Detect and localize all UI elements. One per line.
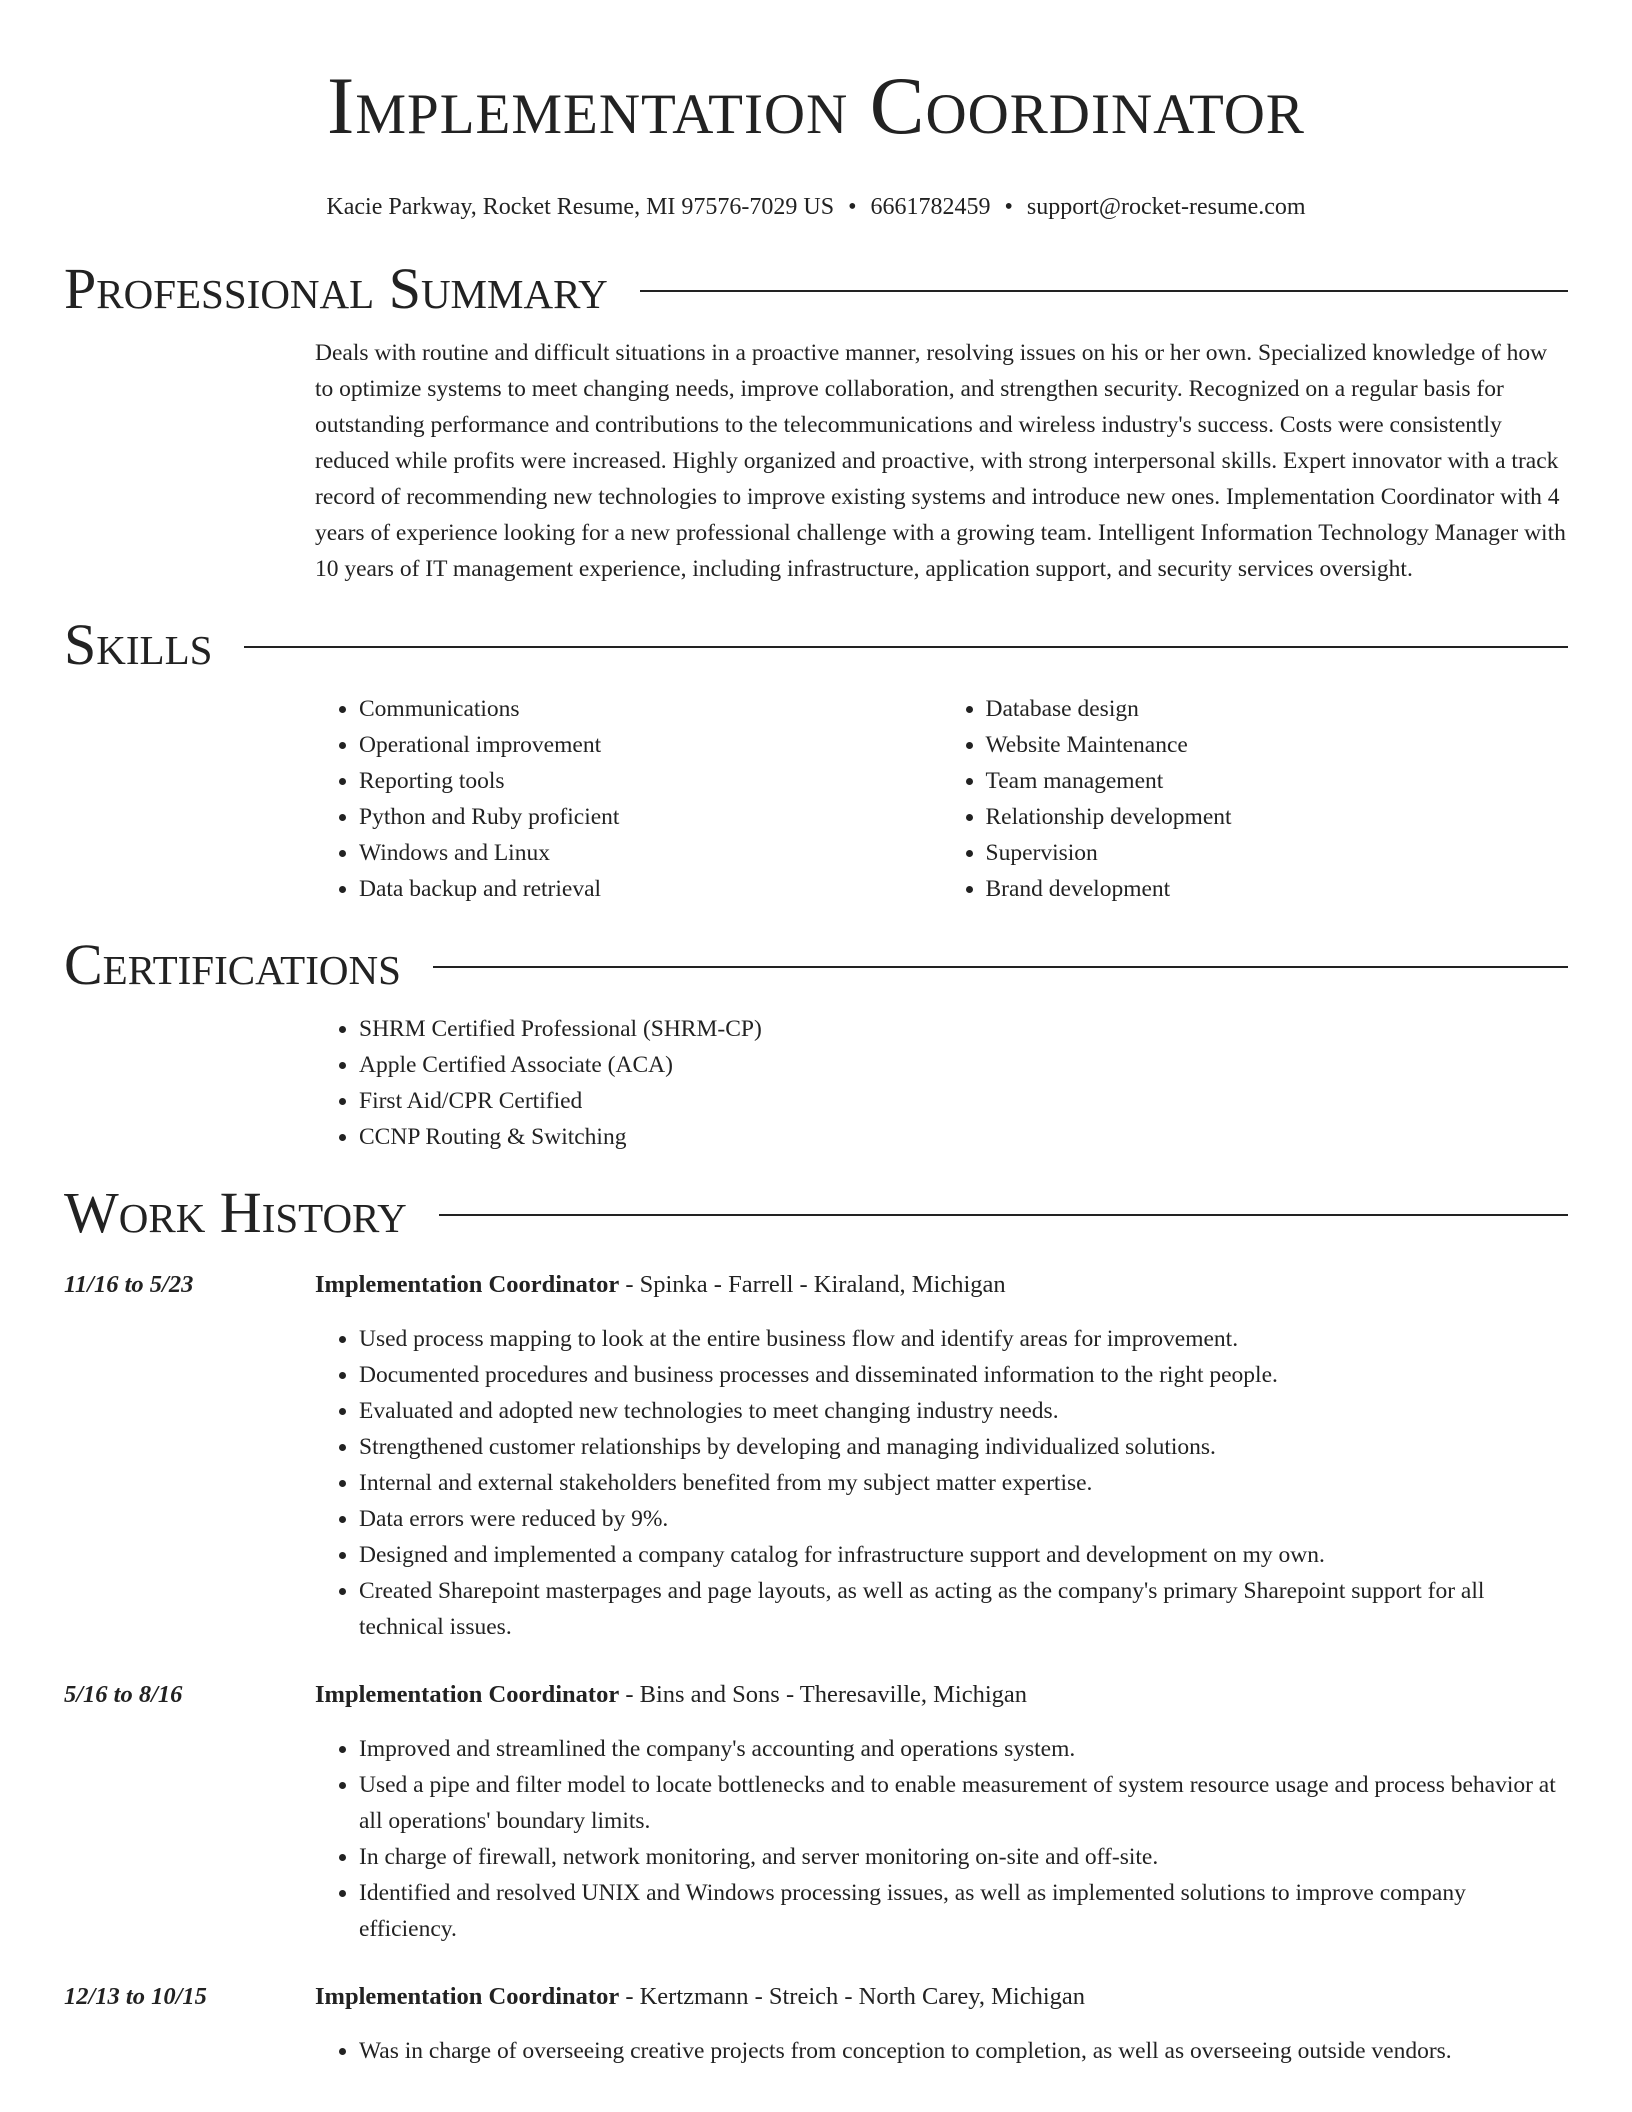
job-employer: - Spinka - Farrell - Kiraland, Michigan <box>619 1271 1006 1298</box>
skills-list <box>315 691 1568 907</box>
job-bullet: • Documented procedures and business processes and disseminated information to the right people. <box>359 1357 1568 1393</box>
certification-item: • CCNP Routing & Switching <box>359 1119 1568 1155</box>
job-bullet: • Data errors were reduced by 9%. <box>359 1501 1568 1537</box>
job-header <box>64 1679 1568 1711</box>
certification-item: • SHRM Certified Professional (SHRM-CP) <box>359 1011 1568 1047</box>
section-divider <box>439 1214 1568 1216</box>
job-header <box>64 1981 1568 2013</box>
job-entry <box>0 1679 1632 1947</box>
job-position <box>315 1269 1006 1301</box>
job-bullet: • Used a pipe and filter model to locate bottlenecks and to enable measurement of system resource usage and process behavior at all operations' boundary limits. <box>359 1767 1568 1839</box>
skills-heading: Skills <box>64 612 213 677</box>
contact-separator: • <box>1004 194 1013 220</box>
job-bullet: • Evaluated and adopted new technologies to meet changing industry needs. <box>359 1393 1568 1429</box>
contact-phone: 6661782459 <box>870 194 991 220</box>
skill-item: • Relationship development <box>986 799 1569 835</box>
job-title: Implementation Coordinator <box>315 1681 620 1708</box>
contact-email: support@rocket-resume.com <box>1026 194 1306 220</box>
section-divider <box>433 966 1568 968</box>
skills-column-left <box>315 691 942 907</box>
job-bullets <box>315 2033 1568 2069</box>
job-entry <box>0 1981 1632 2069</box>
job-title: Implementation Coordinator <box>315 1983 620 2010</box>
certifications-heading: Certifications <box>64 932 401 997</box>
skill-item: • Reporting tools <box>359 763 942 799</box>
contact-address: Kacie Parkway, Rocket Resume, MI 97576-7029 US <box>326 194 835 220</box>
job-dates: 5/16 to 8/16 <box>64 1681 183 1708</box>
section-divider <box>244 646 1568 648</box>
skill-item: • Brand development <box>986 871 1569 907</box>
skills-column-right <box>942 691 1569 907</box>
job-bullet: • Internal and external stakeholders benefited from my subject matter expertise. <box>359 1465 1568 1501</box>
page-title: Implementation Coordinator <box>327 60 1305 151</box>
certification-item: • First Aid/CPR Certified <box>359 1083 1568 1119</box>
contact-line <box>0 191 1632 223</box>
job-bullet: • Identified and resolved UNIX and Windows processing issues, as well as implemented solutions to improve company efficiency. <box>359 1875 1568 1947</box>
job-dates: 11/16 to 5/23 <box>64 1271 194 1298</box>
work-history-section-header <box>64 1181 1568 1245</box>
section-divider <box>640 290 1568 292</box>
job-bullets <box>315 1321 1568 1645</box>
skill-item: • Python and Ruby proficient <box>359 799 942 835</box>
job-bullet: • Created Sharepoint masterpages and page layouts, as well as acting as the company's primary Sharepoint support for all technical issues. <box>359 1573 1568 1645</box>
job-bullet: • Designed and implemented a company catalog for infrastructure support and development on my own. <box>359 1537 1568 1573</box>
job-entry <box>0 1269 1632 1645</box>
job-dates: 12/13 to 10/15 <box>64 1983 207 2010</box>
job-bullets <box>315 1731 1568 1947</box>
summary-text: Deals with routine and difficult situations in a proactive manner, resolving issues on his or her own. Specialized knowledge of how to optimize systems to meet changing needs, improve collaboration, and strengthen security. Recognized on a regular basis for outstanding performance and contributions to the telecommunications and wireless industry's success. Costs were consistently reduced while profits were increased. Highly organized and proactive, with strong interpersonal skills. Expert innovator with a track record of recommending new technologies to improve existing systems and introduce new ones. Implementation Coordinator with 4 years of experience looking for a new professional challenge with a growing team. Intelligent Information Technology Manager with 10 years of IT management experience, including infrastructure, application support, and security services oversight. <box>315 340 1566 582</box>
skill-item: • Website Maintenance <box>986 727 1569 763</box>
job-bullet: • In charge of firewall, network monitoring, and server monitoring on-site and off-site. <box>359 1839 1568 1875</box>
skill-item: • Team management <box>986 763 1569 799</box>
certifications-list <box>315 1011 1568 1155</box>
skill-item: • Database design <box>986 691 1569 727</box>
skills-section-header <box>64 613 1568 677</box>
job-bullet: • Strengthened customer relationships by developing and managing individualized solutions. <box>359 1429 1568 1465</box>
job-position <box>315 1981 1085 2013</box>
job-employer: - Bins and Sons - Theresaville, Michigan <box>619 1681 1028 1708</box>
summary-body <box>315 335 1568 587</box>
job-position <box>315 1679 1027 1711</box>
summary-section-header <box>64 257 1568 321</box>
skill-item: • Operational improvement <box>359 727 942 763</box>
certification-item: • Apple Certified Associate (ACA) <box>359 1047 1568 1083</box>
contact-separator: • <box>848 194 857 220</box>
skill-item: • Supervision <box>986 835 1569 871</box>
job-header <box>64 1269 1568 1301</box>
job-bullet: • Used process mapping to look at the entire business flow and identify areas for improvement. <box>359 1321 1568 1357</box>
job-title: Implementation Coordinator <box>315 1271 620 1298</box>
job-employer: - Kertzmann - Streich - North Carey, Michigan <box>619 1983 1086 2010</box>
job-bullet: • Improved and streamlined the company's accounting and operations system. <box>359 1731 1568 1767</box>
work-history-heading: Work History <box>64 1180 407 1245</box>
skill-item: • Windows and Linux <box>359 835 942 871</box>
certifications-section-header <box>64 933 1568 997</box>
summary-heading: Professional Summary <box>64 256 608 321</box>
job-bullet: • Was in charge of overseeing creative projects from conception to completion, as well as overseeing outside vendors. <box>359 2033 1568 2069</box>
skill-item: • Data backup and retrieval <box>359 871 942 907</box>
skill-item: • Communications <box>359 691 942 727</box>
